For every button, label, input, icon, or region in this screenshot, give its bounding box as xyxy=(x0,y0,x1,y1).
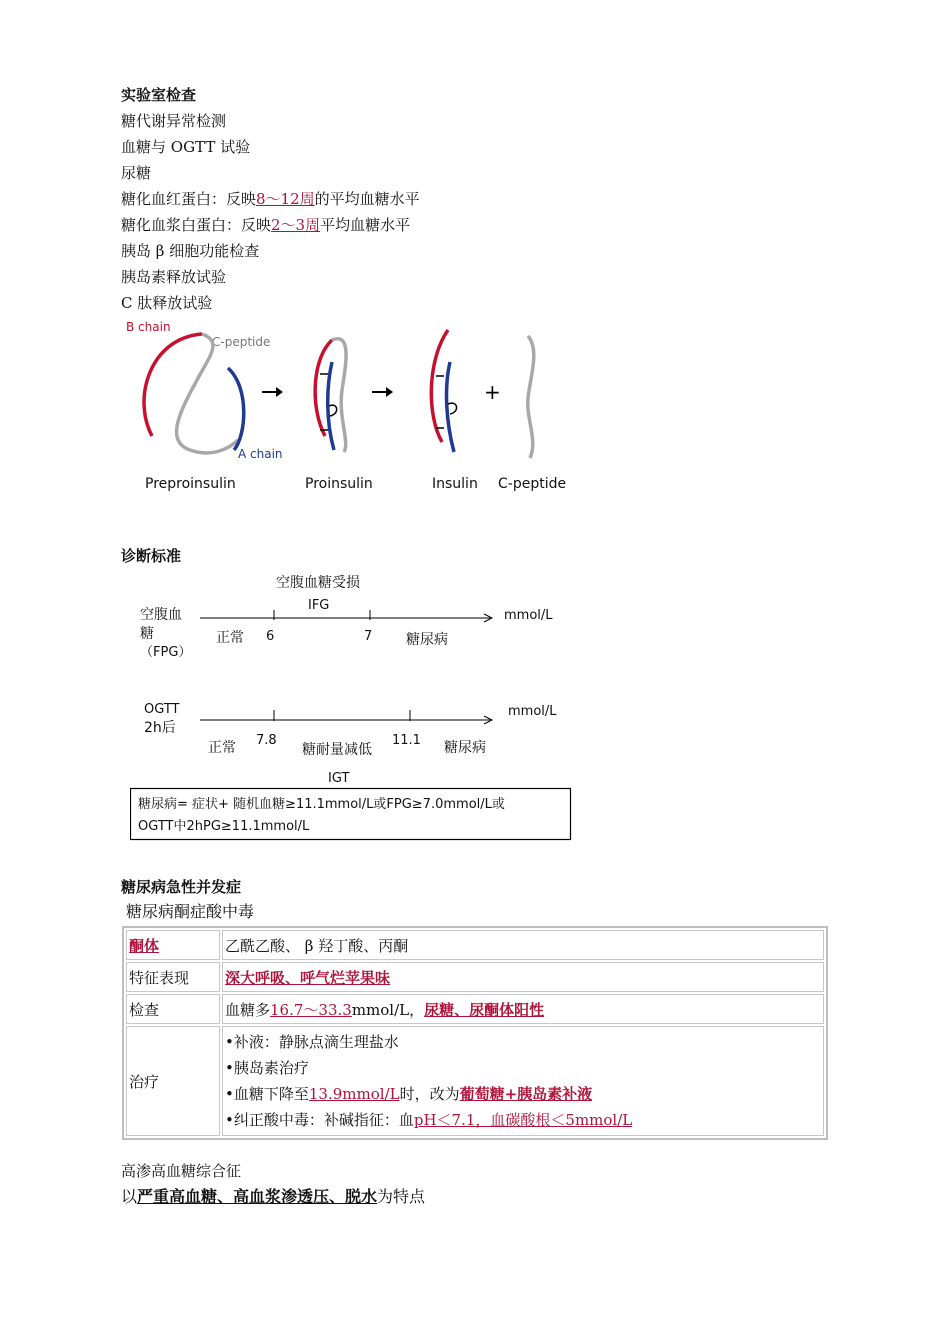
highlight: 尿糖、尿酮体阳性 xyxy=(424,1000,545,1019)
dka-table xyxy=(122,926,828,1140)
text: 为特点 xyxy=(377,1187,426,1206)
value-7-8: 7.8 xyxy=(256,733,277,748)
ketone-label: 酮体 xyxy=(129,936,160,955)
highlight: 严重高血糖、高血浆渗透压、脱水 xyxy=(137,1187,378,1206)
arrowhead-icon xyxy=(276,387,283,397)
highlight: pH＜7.1，血碳酸根＜5mmol/L xyxy=(413,1111,633,1129)
hhs-line xyxy=(121,1188,425,1206)
text: •纠正酸中毒：补碱指征：血 xyxy=(225,1111,414,1129)
treatment-4 xyxy=(225,1107,821,1133)
disulfide-bond xyxy=(329,405,337,416)
b-chain-label: B chain xyxy=(126,320,171,334)
highlight: 16.7～33.3 xyxy=(270,1000,352,1019)
caption-preproinsulin: Preproinsulin xyxy=(145,476,236,492)
caption-proinsulin: Proinsulin xyxy=(305,476,373,492)
caption-c-peptide: C-peptide xyxy=(498,476,567,492)
table-row xyxy=(126,994,824,1024)
highlight: 葡萄糖+胰岛素补液 xyxy=(459,1085,593,1103)
definition-line-1: 糖尿病= 症状+ 随机血糖≥11.1mmol/L或FPG≥7.0mmol/L或 xyxy=(138,797,505,812)
lab-line-3: 尿糖 xyxy=(121,164,152,182)
row-key xyxy=(126,930,220,960)
lab-heading: 实验室检查 xyxy=(121,86,197,104)
text: 时，改为 xyxy=(399,1085,460,1103)
fpg-label-2: 糖 xyxy=(140,626,154,642)
proinsulin-c xyxy=(332,339,346,452)
row-value xyxy=(222,994,824,1024)
ogtt-diabetes: 糖尿病 xyxy=(444,740,486,756)
free-c-peptide xyxy=(528,336,534,458)
lab-line-7: 胰岛素释放试验 xyxy=(121,268,227,286)
lab-line-5 xyxy=(121,216,410,234)
text: 平均血糖水平 xyxy=(320,216,411,234)
treatment-1: •补液：静脉点滴生理盐水 xyxy=(225,1033,399,1051)
igt-abbr: IGT xyxy=(328,771,350,786)
table-row xyxy=(126,930,824,960)
fpg-normal: 正常 xyxy=(216,630,244,646)
highlight: 13.9mmol/L xyxy=(308,1085,400,1103)
diagnosis-criteria-figure xyxy=(130,568,580,844)
table-row xyxy=(126,1026,824,1136)
a-chain-shape xyxy=(228,368,244,450)
lab-line-2: 血糖与 OGTT 试验 xyxy=(121,138,251,156)
fpg-unit: mmol/L xyxy=(504,608,553,623)
table-row xyxy=(126,962,824,992)
row-key: 特征表现 xyxy=(126,962,220,992)
value-11-1: 11.1 xyxy=(392,733,421,748)
disulfide-bond xyxy=(448,403,457,414)
definition-line-2: OGTT中2hPG≥11.1mmol/L xyxy=(138,819,310,834)
row-key: 治疗 xyxy=(126,1026,220,1136)
lab-line-6: 胰岛 β 细胞功能检查 xyxy=(121,242,260,260)
hhs-title: 高渗高血糖综合征 xyxy=(121,1162,242,1180)
fpg-label-1: 空腹血 xyxy=(140,607,182,623)
c-peptide-label: C-peptide xyxy=(212,335,271,349)
ogtt-label-1: OGTT xyxy=(144,702,180,717)
fpg-label-3: （FPG） xyxy=(140,645,192,660)
lab-line-4 xyxy=(121,190,420,208)
insulin-processing-figure xyxy=(120,318,580,508)
highlight: 呼气烂苹果味 xyxy=(300,968,391,987)
caption-insulin: Insulin xyxy=(432,476,478,492)
row-value: 乙酰乙酸、 β 羟丁酸、丙酮 xyxy=(222,930,824,960)
lab-line-1: 糖代谢异常检测 xyxy=(121,112,227,130)
ogtt-label-2: 2h后 xyxy=(144,720,176,736)
ogtt-unit: mmol/L xyxy=(508,704,557,719)
dka-title: 糖尿病酮症酸中毒 xyxy=(126,902,255,921)
text: mmol/L， xyxy=(351,1000,425,1019)
value-6: 6 xyxy=(266,629,275,644)
arrowhead-icon xyxy=(386,387,393,397)
diagnosis-heading: 诊断标准 xyxy=(121,547,182,565)
text: 的平均血糖水平 xyxy=(314,190,420,208)
treatment-3 xyxy=(225,1081,821,1107)
separator: 、 xyxy=(285,968,301,987)
ifg-abbr: IFG xyxy=(308,598,330,613)
ogtt-normal: 正常 xyxy=(208,740,236,756)
c-peptide-shape xyxy=(177,334,238,453)
fpg-diabetes: 糖尿病 xyxy=(406,632,448,648)
text: 以 xyxy=(121,1187,138,1206)
insulin-a xyxy=(447,362,454,452)
text: 糖化血浆白蛋白：反映 xyxy=(121,216,272,234)
treatment-2: •胰岛素治疗 xyxy=(225,1059,309,1077)
text: •血糖下降至 xyxy=(225,1085,309,1103)
a-chain-label: A chain xyxy=(238,447,283,461)
row-value xyxy=(222,962,824,992)
highlight: 8～12周 xyxy=(256,190,315,208)
lab-line-8: C 肽释放试验 xyxy=(121,294,213,312)
ifg-title: 空腹血糖受损 xyxy=(276,575,360,591)
igt-title: 糖耐量减低 xyxy=(302,742,372,758)
highlight: 深大呼吸 xyxy=(225,968,286,987)
text: 糖化血红蛋白：反映 xyxy=(121,190,257,208)
row-value xyxy=(222,1026,824,1136)
value-7: 7 xyxy=(364,629,373,644)
row-key: 检查 xyxy=(126,994,220,1024)
text: 血糖多 xyxy=(225,1000,271,1019)
acute-heading: 糖尿病急性并发症 xyxy=(121,878,242,896)
plus-sign: + xyxy=(484,380,501,404)
highlight: 2～3周 xyxy=(271,216,321,234)
